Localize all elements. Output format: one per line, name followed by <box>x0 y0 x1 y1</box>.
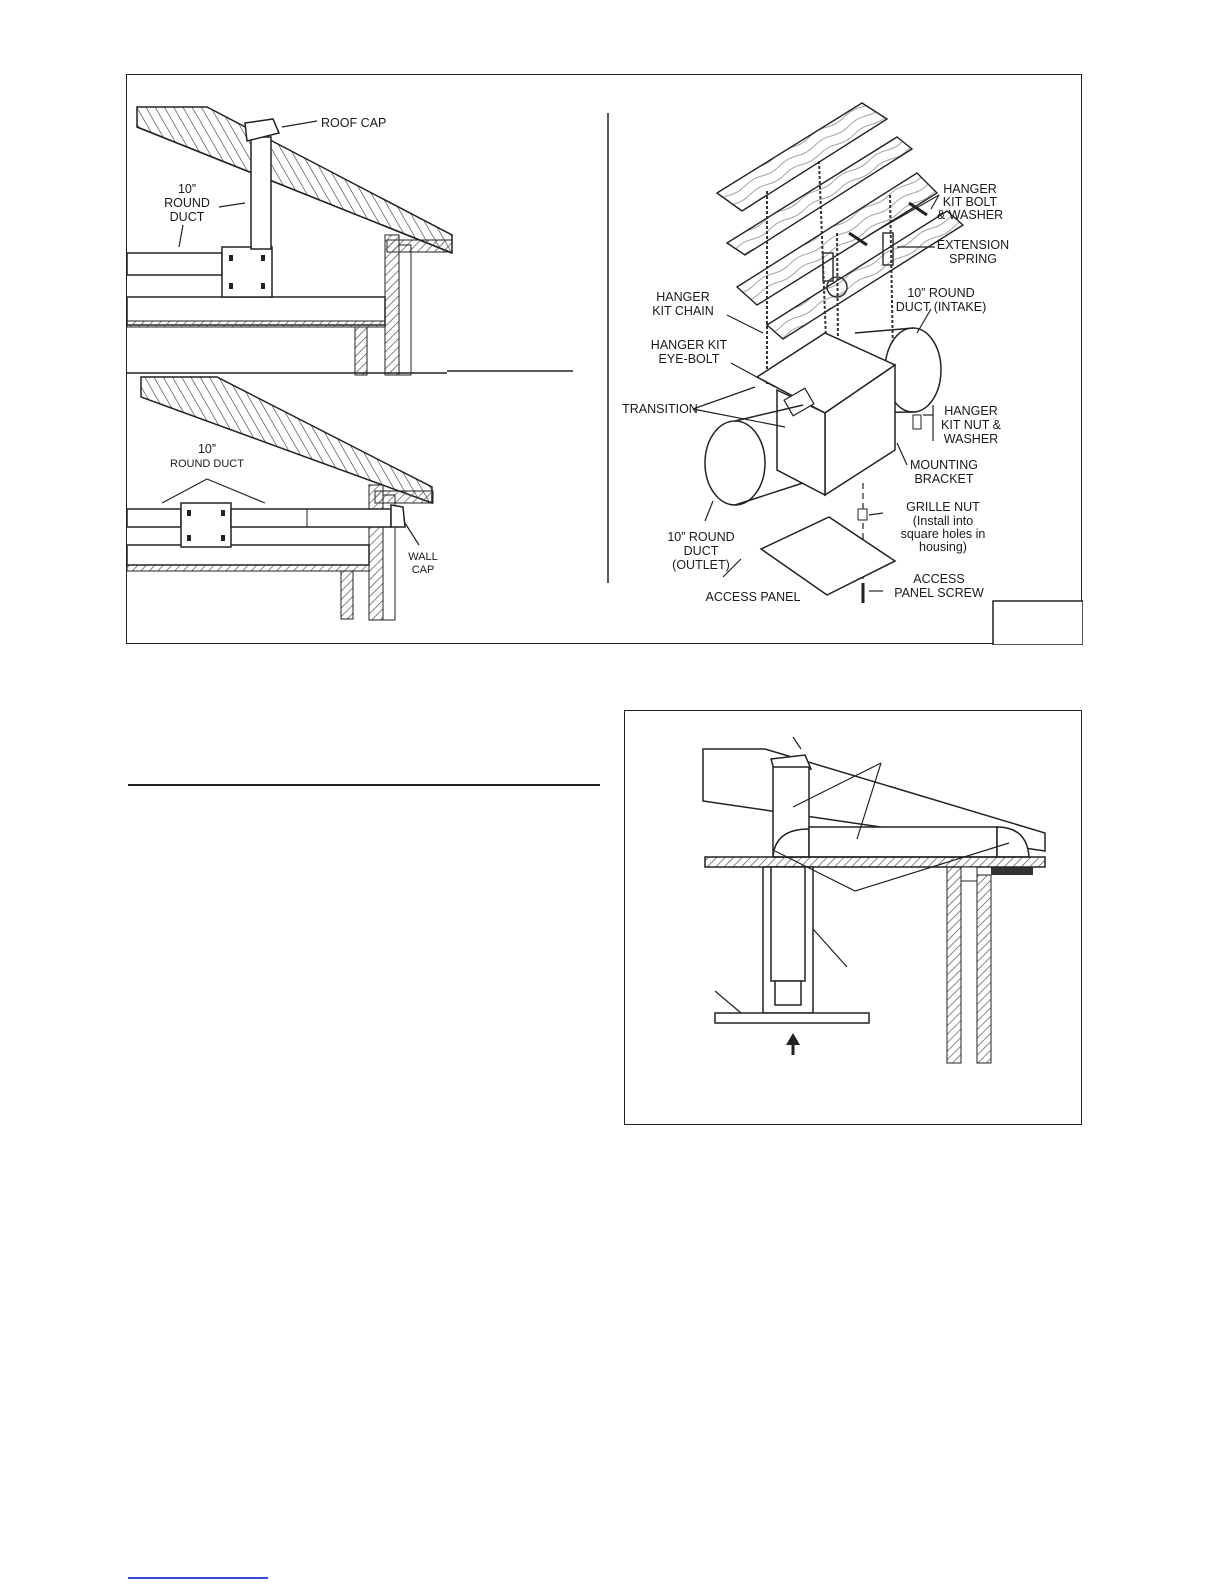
mounting-bracket-label-line2: BRACKET <box>914 472 974 486</box>
grille-nut-label-line3: square holes in <box>900 527 986 541</box>
fan-housing <box>222 247 272 297</box>
exterior-wall <box>385 235 399 375</box>
figure-corner-box <box>993 601 1083 645</box>
wall-cap <box>391 505 405 527</box>
interior-wall <box>355 327 367 375</box>
duct-outlet-label-line1: 10” ROUND <box>667 530 735 544</box>
exterior-wall <box>947 867 961 1063</box>
exploded-view-diagram <box>622 103 1009 604</box>
figure-bottom-frame <box>624 710 1082 1125</box>
wall-interior-wall <box>341 571 353 619</box>
access-panel <box>761 517 895 595</box>
wall-exterior-wall <box>369 485 383 620</box>
wall-ceiling-floor <box>127 545 369 565</box>
horizontal-duct <box>809 827 997 857</box>
wall-cap-label-line2: CAP <box>411 564 435 576</box>
figure-bottom-svg <box>625 711 1083 1126</box>
ceiling-grille <box>715 1013 869 1023</box>
duct-intake-label-line2: DUCT (INTAKE) <box>895 300 987 314</box>
ceiling-drywall <box>127 321 385 327</box>
wall-ceiling-drywall <box>127 565 369 571</box>
extension-spring-label-line2: SPRING <box>949 252 997 266</box>
hanger-kit-chain-label-line2: KIT CHAIN <box>652 304 714 318</box>
hanger-kit-eyebolt-label-line2: EYE-BOLT <box>658 352 720 366</box>
siding <box>977 875 991 1063</box>
grille-nut-label-line1: GRILLE NUT <box>906 500 980 514</box>
access-panel-screw-label-line1: ACCESS <box>913 572 965 586</box>
footer-link-underline[interactable] <box>128 1577 268 1579</box>
duct-outlet-label-line2: DUCT <box>683 544 719 558</box>
roof-install-diagram <box>127 107 452 375</box>
roof-duct-label-line2: ROUND <box>164 196 210 210</box>
wall-roof-eave <box>375 491 433 503</box>
grille-nut <box>858 509 867 520</box>
vertical-duct-lower <box>771 867 805 981</box>
hanger-kit-bolt-label-line2: KIT BOLT <box>942 195 998 209</box>
roof-duct-label-line1: 10” <box>177 182 197 196</box>
outlet-duct-end <box>705 421 765 505</box>
hanger-kit-bolt-label-line1: HANGER <box>943 182 997 196</box>
hanger-nut <box>913 415 921 429</box>
section-rule <box>128 784 600 786</box>
figure-top-svg <box>127 75 1083 645</box>
hanger-kit-eyebolt-label-line1: HANGER KIT <box>650 338 728 352</box>
wall-siding <box>399 245 411 375</box>
wall-install-diagram <box>127 377 438 620</box>
figure-top-frame <box>126 74 1082 644</box>
duct-outlet-label-line3: (OUTLET) <box>672 558 730 572</box>
roof-cap <box>245 119 279 141</box>
access-panel-label: ACCESS PANEL <box>705 590 801 604</box>
wall-duct-label-line2: ROUND DUCT <box>170 458 244 470</box>
hanger-kit-bolt-label-line3: & WASHER <box>936 208 1004 222</box>
wall-duct-label-line1: 10” <box>197 442 217 456</box>
ceiling-joist <box>705 857 1045 867</box>
wall-cap-label-line1: WALL <box>408 551 438 563</box>
roof-duct-label-line3: DUCT <box>169 210 205 224</box>
duct-intake-label-line1: 10” ROUND <box>907 286 975 300</box>
airflow-arrow-icon <box>786 1033 800 1045</box>
wall-duct-left <box>127 509 181 527</box>
grille-nut-label-line4: housing) <box>919 540 967 554</box>
wall-duct-right <box>231 509 391 527</box>
top-plate <box>961 867 977 881</box>
mounting-bracket-label-line1: MOUNTING <box>909 458 979 472</box>
grille-nut-label-line2: (Install into <box>912 514 974 528</box>
access-panel-screw-label-line2: PANEL SCREW <box>894 586 984 600</box>
hanger-kit-nut-label-line1: HANGER <box>944 404 998 418</box>
wall-roof-plane <box>141 377 432 503</box>
vertical-duct <box>251 137 271 249</box>
roof-cap-label: ROOF CAP <box>321 116 387 130</box>
hanger-kit-nut-label-line3: WASHER <box>943 432 999 446</box>
ceiling-joist-1 <box>717 103 887 211</box>
transition-label: TRANSITION <box>622 402 698 416</box>
extension-spring-label-line1: EXTENSION <box>936 238 1010 252</box>
hanger-kit-chain-label-line1: HANGER <box>656 290 710 304</box>
horizontal-duct <box>127 253 222 275</box>
hanger-kit-nut-label-line2: KIT NUT & <box>941 418 1001 432</box>
roof-plane <box>137 107 452 253</box>
fan-inline <box>775 981 801 1005</box>
soffit-vent <box>991 867 1033 875</box>
